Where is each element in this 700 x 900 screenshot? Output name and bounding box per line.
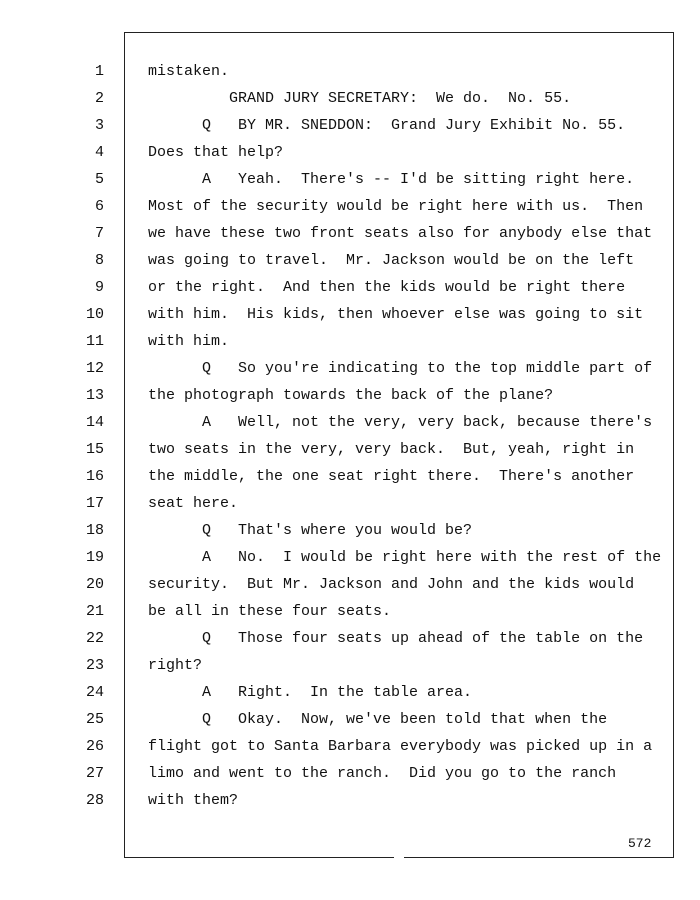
line-number: 7	[94, 225, 104, 242]
transcript-line: A No. I would be right here with the rest of the	[148, 549, 662, 566]
transcript-line: Does that help?	[148, 144, 284, 161]
transcript-line: Q That's where you would be?	[148, 522, 473, 539]
transcript-line: or the right. And then the kids would be right there	[148, 279, 626, 296]
page-number: 572	[628, 836, 652, 851]
line-number: 5	[94, 171, 104, 188]
line-number: 18	[85, 522, 104, 539]
transcript-line: Most of the security would be right here with us. Then	[148, 198, 644, 215]
line-number: 8	[94, 252, 104, 269]
transcript-line: Q Those four seats up ahead of the table on the	[148, 630, 644, 647]
line-number: 13	[85, 387, 104, 404]
transcript-text	[148, 58, 668, 814]
line-number: 26	[85, 738, 104, 755]
transcript-line: seat here.	[148, 495, 239, 512]
line-number: 10	[85, 306, 104, 323]
line-number: 12	[85, 360, 104, 377]
line-number: 23	[85, 657, 104, 674]
transcript-line: A Yeah. There's -- I'd be sitting right here.	[148, 171, 635, 188]
bottom-rule-left	[124, 857, 394, 858]
transcript-line: Q Okay. Now, we've been told that when the	[148, 711, 608, 728]
transcript-line: flight got to Santa Barbara everybody was picked up in a	[148, 738, 653, 755]
line-number: 6	[94, 198, 104, 215]
line-number: 2	[94, 90, 104, 107]
line-number-column	[0, 58, 104, 814]
transcript-line: limo and went to the ranch. Did you go to the ranch	[148, 765, 617, 782]
line-number: 3	[94, 117, 104, 134]
line-number: 9	[94, 279, 104, 296]
transcript-line: A Well, not the very, very back, because there's	[148, 414, 653, 431]
line-number: 1	[94, 63, 104, 80]
line-number: 24	[85, 684, 104, 701]
line-number: 19	[85, 549, 104, 566]
bottom-rule-right	[404, 857, 674, 858]
transcript-line: security. But Mr. Jackson and John and the kids would	[148, 576, 635, 593]
transcript-line: was going to travel. Mr. Jackson would be on the left	[148, 252, 635, 269]
transcript-line: with him. His kids, then whoever else was going to sit	[148, 306, 644, 323]
transcript-line: right?	[148, 657, 203, 674]
transcript-line: GRAND JURY SECRETARY: We do. No. 55.	[148, 90, 572, 107]
line-number: 28	[85, 792, 104, 809]
line-number: 14	[85, 414, 104, 431]
line-number: 4	[94, 144, 104, 161]
transcript-line: the middle, the one seat right there. There's another	[148, 468, 635, 485]
transcript-line: A Right. In the table area.	[148, 684, 473, 701]
line-number: 25	[85, 711, 104, 728]
transcript-line: we have these two front seats also for anybody else that	[148, 225, 653, 242]
transcript-line: Q BY MR. SNEDDON: Grand Jury Exhibit No. 55.	[148, 117, 626, 134]
line-number: 20	[85, 576, 104, 593]
line-number: 15	[85, 441, 104, 458]
line-number: 27	[85, 765, 104, 782]
line-number: 21	[85, 603, 104, 620]
transcript-line: be all in these four seats.	[148, 603, 392, 620]
line-number: 22	[85, 630, 104, 647]
line-number: 16	[85, 468, 104, 485]
transcript-line: with them?	[148, 792, 239, 809]
transcript-line: Q So you're indicating to the top middle part of	[148, 360, 653, 377]
line-number: 17	[85, 495, 104, 512]
transcript-line: mistaken.	[148, 63, 230, 80]
line-number: 11	[85, 333, 104, 350]
transcript-line: two seats in the very, very back. But, yeah, right in	[148, 441, 635, 458]
transcript-line: the photograph towards the back of the plane?	[148, 387, 554, 404]
transcript-line: with him.	[148, 333, 230, 350]
